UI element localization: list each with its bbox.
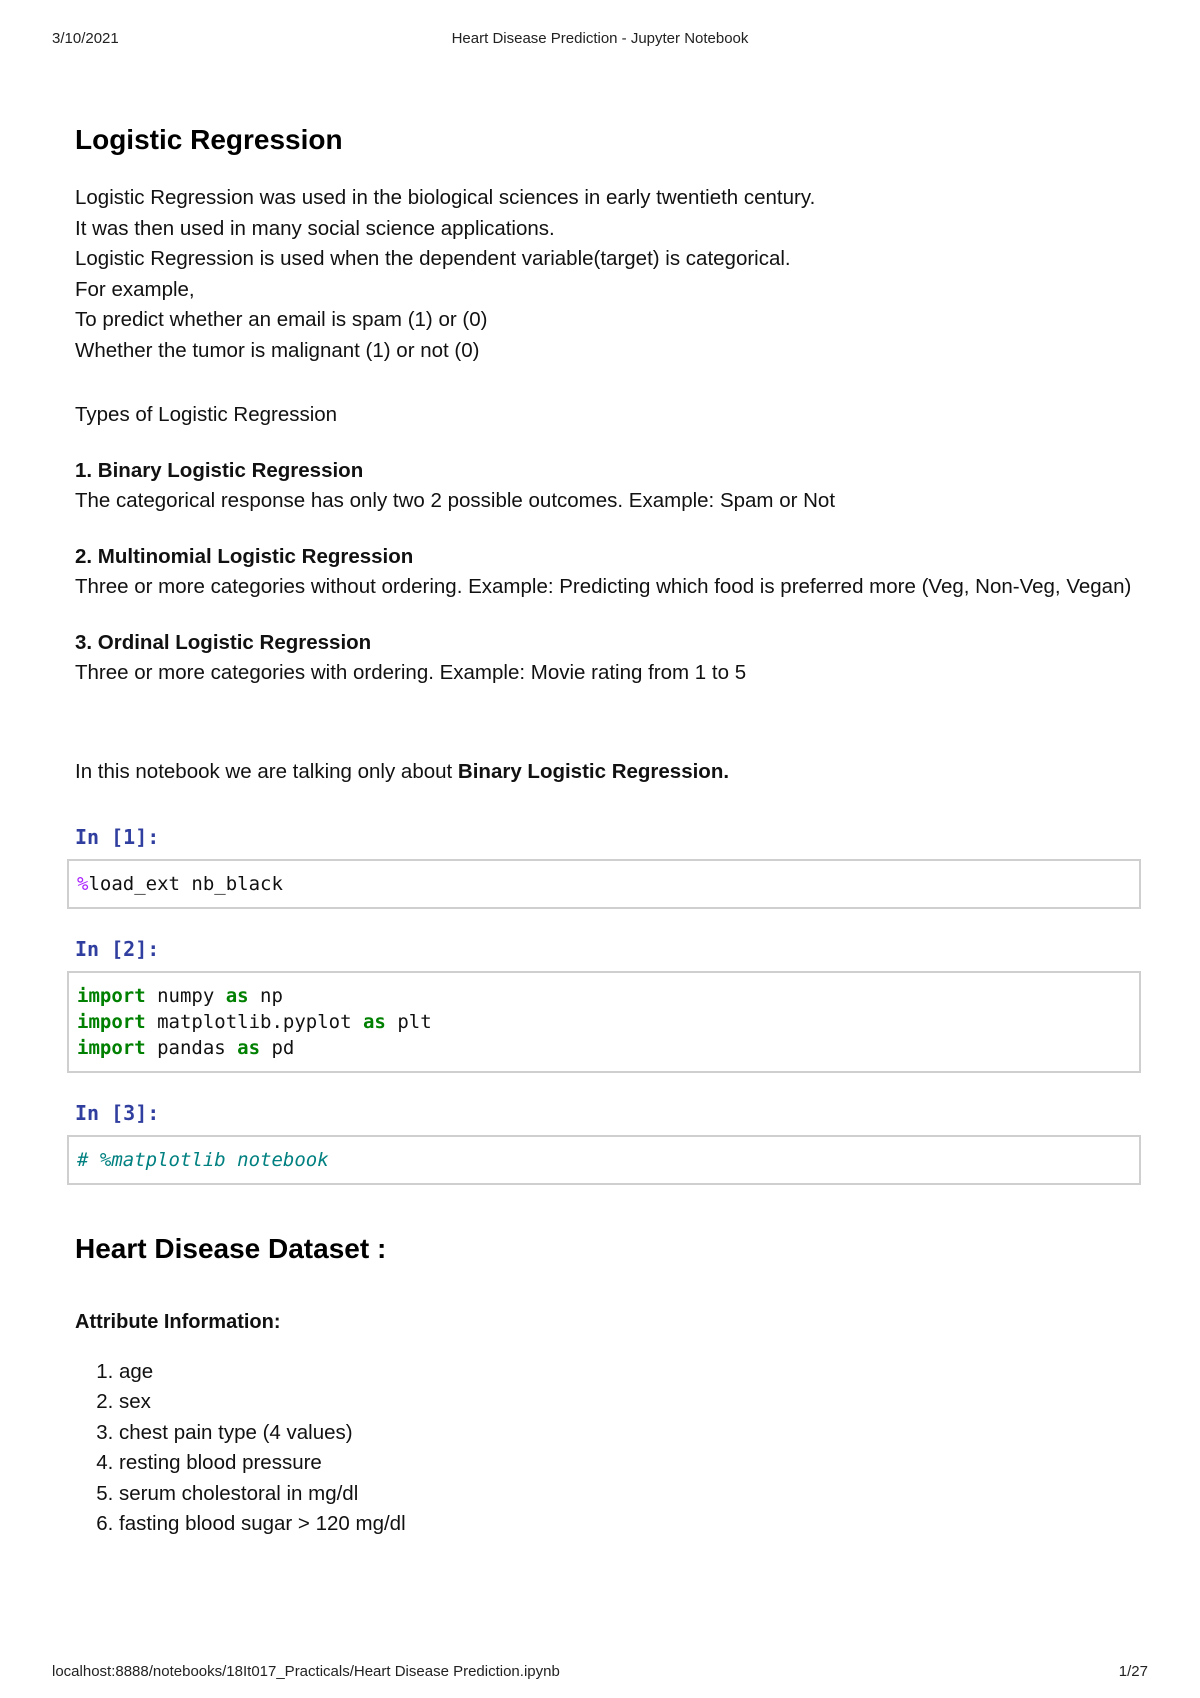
type-title: 2. Multinomial Logistic Regression [75, 544, 414, 568]
type-title: 3. Ordinal Logistic Regression [75, 630, 372, 654]
attribute-item: 3. chest pain type (4 values) [119, 1418, 1135, 1449]
module-name: numpy [145, 985, 226, 1007]
types-title: Types of Logistic Regression [75, 403, 338, 426]
code-line [77, 1035, 1131, 1061]
code-cell-2[interactable] [75, 935, 1135, 1073]
keyword: import [77, 985, 146, 1007]
print-title: Heart Disease Prediction - Jupyter Notebook [451, 30, 749, 47]
note-bold: Binary Logistic Regression. [457, 759, 730, 783]
intro-line: Logistic Regression was used in the biological sciences in early twentieth century. [75, 186, 816, 209]
alias-name: pd [260, 1037, 295, 1059]
keyword: as [237, 1037, 261, 1059]
type-multinomial [75, 542, 1135, 603]
intro-paragraph [75, 183, 1135, 366]
code-line [77, 1009, 1131, 1035]
code-line [77, 983, 1131, 1009]
intro-line: To predict whether an email is spam (1) or (0) [75, 308, 488, 331]
type-ordinal [75, 628, 1135, 689]
cell-prompt: In [3]: [75, 1101, 160, 1125]
code-input[interactable] [67, 971, 1141, 1073]
dataset-heading: Heart Disease Dataset : [75, 1233, 387, 1264]
print-url: localhost:8888/notebooks/18It017_Practicals/Heart Disease Prediction.ipynb [52, 1663, 560, 1680]
code-cell-3[interactable] [75, 1099, 1135, 1185]
type-desc: Three or more categories without ordering. Example: Predicting which food is preferred more (Veg, Non-Veg, Vegan) [75, 575, 1132, 598]
note-text: In this notebook we are talking only about [75, 759, 458, 783]
alias-name: plt [385, 1011, 432, 1033]
cell-prompt: In [1]: [75, 825, 160, 849]
attribute-item: 6. fasting blood sugar > 120 mg/dl [119, 1509, 1135, 1540]
print-date: 3/10/2021 [52, 30, 119, 47]
intro-line: For example, [75, 277, 195, 301]
attribute-item: 5. serum cholestoral in mg/dl [119, 1479, 1135, 1510]
code-comment: # %matplotlib notebook [77, 1149, 329, 1171]
attribute-item: 4. resting blood pressure [119, 1448, 1135, 1479]
binary-note [75, 757, 1135, 788]
intro-line: Whether the tumor is malignant (1) or not (0) [75, 338, 480, 362]
module-name: matplotlib.pyplot [145, 1011, 363, 1033]
attribute-info-title: Attribute Information: [75, 1311, 281, 1333]
alias-name: np [248, 985, 283, 1007]
module-name: pandas [145, 1037, 238, 1059]
keyword: as [362, 1011, 386, 1033]
keyword: import [77, 1011, 146, 1033]
code-input[interactable] [67, 859, 1141, 909]
attribute-item: 2. sex [119, 1387, 1135, 1418]
code-cell-1[interactable] [75, 823, 1135, 909]
attribute-list [75, 1357, 1135, 1540]
code-text: load_ext nb_black [88, 873, 283, 895]
type-binary [75, 456, 1135, 517]
magic-symbol: % [77, 873, 89, 895]
type-desc: The categorical response has only two 2 possible outcomes. Example: Spam or Not [75, 489, 836, 512]
intro-line: It was then used in many social science applications. [75, 216, 555, 240]
type-title: 1. Binary Logistic Regression [75, 458, 364, 482]
keyword: as [225, 985, 249, 1007]
notebook-content [75, 120, 1135, 1540]
page-number: 1/27 [1118, 1663, 1148, 1680]
intro-line: Logistic Regression is used when the dependent variable(target) is categorical. [75, 247, 791, 270]
code-input[interactable] [67, 1135, 1141, 1185]
keyword: import [77, 1037, 146, 1059]
type-desc: Three or more categories with ordering. Example: Movie rating from 1 to 5 [75, 661, 747, 684]
cell-prompt: In [2]: [75, 937, 160, 961]
logistic-regression-heading: Logistic Regression [75, 124, 343, 155]
attribute-item: 1. age [119, 1357, 1135, 1388]
